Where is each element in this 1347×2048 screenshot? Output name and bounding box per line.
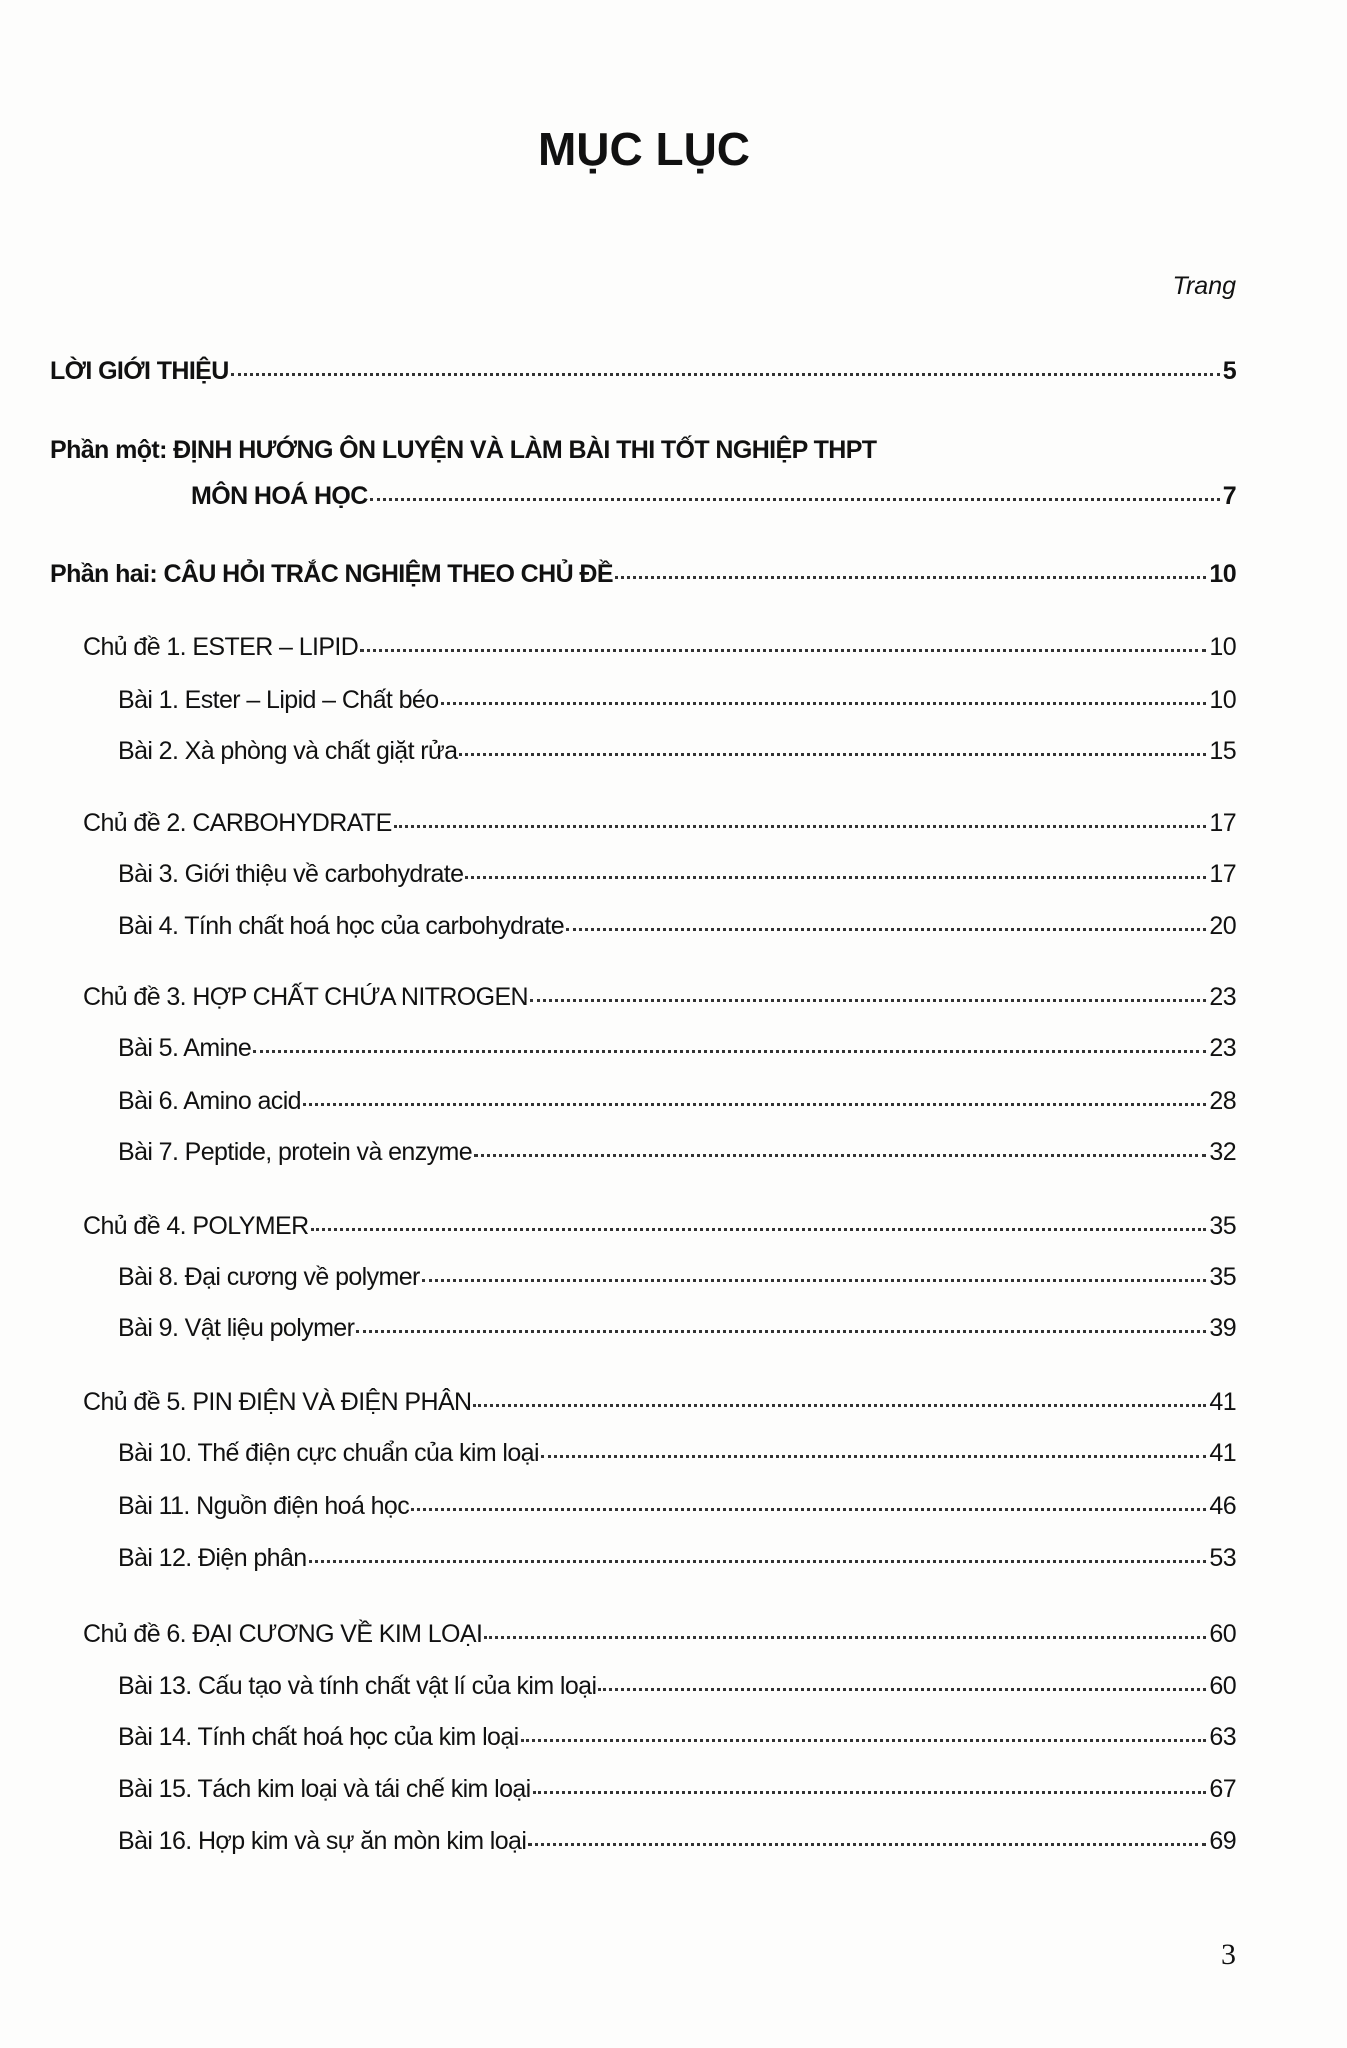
toc-entry-label: Bài 4. Tính chất hoá học của carbohydrate [118,912,565,940]
toc-entry-label: Phần hai: CÂU HỎI TRẮC NGHIỆM THEO CHỦ ĐỀ [50,560,613,588]
toc-entry-label: Bài 9. Vật liệu polymer [118,1314,355,1342]
toc-entry-label: Bài 14. Tính chất hoá học của kim loại [118,1723,519,1751]
toc-entry-label: Chủ đề 4. POLYMER [83,1212,309,1240]
toc-entry-page: 41 [1209,1388,1236,1416]
dot-leader [484,1636,1206,1639]
toc-entry[interactable] [118,1543,1236,1573]
dot-leader [465,876,1206,879]
toc-entry-label: Bài 16. Hợp kim và sự ăn mòn kim loại [118,1827,527,1855]
toc-entry[interactable] [118,1438,1236,1468]
toc-entry-page: 10 [1209,686,1236,714]
dot-leader [422,1279,1207,1282]
toc-entry-page: 5 [1222,357,1236,385]
dot-leader [528,1843,1206,1846]
dot-leader [370,498,1220,501]
dot-leader [521,1739,1207,1742]
toc-entry[interactable] [118,911,1236,941]
dot-leader [473,1404,1206,1407]
toc-entry-page: 35 [1209,1212,1236,1240]
toc-entry[interactable] [118,1491,1236,1521]
toc-entry[interactable] [83,982,1236,1012]
toc-entry-label: Chủ đề 2. CARBOHYDRATE [83,809,392,837]
toc-entry-label: Phần một: ĐỊNH HƯỚNG ÔN LUYỆN VÀ LÀM BÀI THI TỐT NGHIỆP THPT [50,436,877,464]
toc-entry-label: Bài 13. Cấu tạo và tính chất vật lí của kim loại [118,1672,597,1700]
toc-entry-page: 39 [1209,1314,1236,1342]
dot-leader [474,1154,1206,1157]
toc-entry[interactable] [118,1033,1236,1063]
toc-entry-page: 23 [1209,1034,1236,1062]
dot-leader [231,373,1220,376]
page-column-label: Trang [1172,272,1236,300]
toc-entry-page: 67 [1209,1775,1236,1803]
toc-entry-label: Chủ đề 5. PIN ĐIỆN VÀ ĐIỆN PHÂN [83,1388,472,1416]
toc-entry-page: 69 [1209,1827,1236,1855]
toc-entry[interactable] [118,1722,1236,1752]
toc-entry-page: 10 [1209,560,1236,588]
dot-leader [311,1228,1207,1231]
toc-entry-label: Bài 2. Xà phòng và chất giặt rửa [118,737,458,765]
toc-entry-label: Chủ đề 3. HỢP CHẤT CHỨA NITROGEN [83,983,529,1011]
dot-leader [533,1791,1207,1794]
toc-entry-label: Bài 12. Điện phân [118,1544,307,1572]
dot-leader [441,702,1207,705]
dot-leader [598,1688,1206,1691]
toc-entry[interactable] [83,1619,1236,1649]
dot-leader [360,649,1206,652]
toc-entry[interactable] [83,1387,1236,1417]
toc-entry-label: Bài 8. Đại cương về polymer [118,1263,420,1291]
dot-leader [309,1560,1207,1563]
dot-leader [356,1330,1206,1333]
toc-entry[interactable] [118,1313,1236,1343]
toc-entry[interactable] [118,736,1236,766]
toc-entry-page: 23 [1209,983,1236,1011]
toc-entry[interactable] [118,1671,1236,1701]
page-number: 3 [1221,1938,1236,1971]
toc-entry-page: 35 [1209,1263,1236,1291]
page-title: MỤC LỤC [537,123,751,175]
toc-entry-page: 41 [1209,1439,1236,1467]
toc-entry[interactable] [118,1826,1236,1856]
dot-leader [530,999,1206,1002]
toc-entry-label: LỜI GIỚI THIỆU [50,357,229,385]
toc-entry-label: Bài 11. Nguồn điện hoá học [118,1492,410,1520]
toc-entry-label: Bài 7. Peptide, protein và enzyme [118,1138,473,1166]
toc-entry[interactable] [118,1137,1236,1167]
toc-entry-page: 53 [1209,1544,1236,1572]
toc-entry-page: 20 [1209,912,1236,940]
toc-entry[interactable] [118,685,1236,715]
toc-entry-label: Bài 1. Ester – Lipid – Chất béo [118,686,439,714]
dot-leader [411,1508,1206,1511]
dot-leader [459,753,1206,756]
toc-entry[interactable] [191,481,1236,511]
toc-entry[interactable] [50,559,1236,589]
toc-entry-page: 7 [1222,482,1236,510]
toc-entry-page: 63 [1209,1723,1236,1751]
toc-entry-page: 28 [1209,1087,1236,1115]
toc-entry-label: Bài 6. Amino acid [118,1087,301,1115]
toc-entry-label: Chủ đề 6. ĐẠI CƯƠNG VỀ KIM LOẠI [83,1620,483,1648]
toc-entry-page: 46 [1209,1492,1236,1520]
dot-leader [541,1455,1206,1458]
dot-leader [615,576,1206,579]
toc-entry-label: Bài 3. Giới thiệu về carbohydrate [118,860,464,888]
dot-leader [303,1103,1206,1106]
dot-leader [566,928,1206,931]
toc-entry-label: Bài 15. Tách kim loại và tái chế kim loại [118,1775,531,1803]
toc-entry-page: 17 [1209,860,1236,888]
toc-entry[interactable] [50,356,1236,386]
toc-entry-page: 10 [1209,633,1236,661]
toc-entry[interactable] [118,1262,1236,1292]
toc-entry-label: Bài 5. Amine [118,1034,252,1062]
dot-leader [253,1050,1206,1053]
toc-entry-page: 32 [1209,1138,1236,1166]
toc-entry[interactable] [118,1086,1236,1116]
dot-leader [394,825,1207,828]
toc-entry[interactable] [118,1774,1236,1804]
toc-entry-label: Bài 10. Thế điện cực chuẩn của kim loại [118,1439,539,1467]
toc-entry-page: 60 [1209,1620,1236,1648]
toc-entry-page: 60 [1209,1672,1236,1700]
toc-entry-page: 17 [1209,809,1236,837]
toc-entry[interactable] [83,808,1236,838]
toc-entry[interactable] [83,632,1236,662]
toc-entry-page: 15 [1209,737,1236,765]
toc-entry-label: MÔN HOÁ HỌC [191,482,368,510]
toc-entry-label: Chủ đề 1. ESTER – LIPID [83,633,359,661]
toc-entry[interactable] [118,859,1236,889]
toc-entry[interactable] [83,1211,1236,1241]
